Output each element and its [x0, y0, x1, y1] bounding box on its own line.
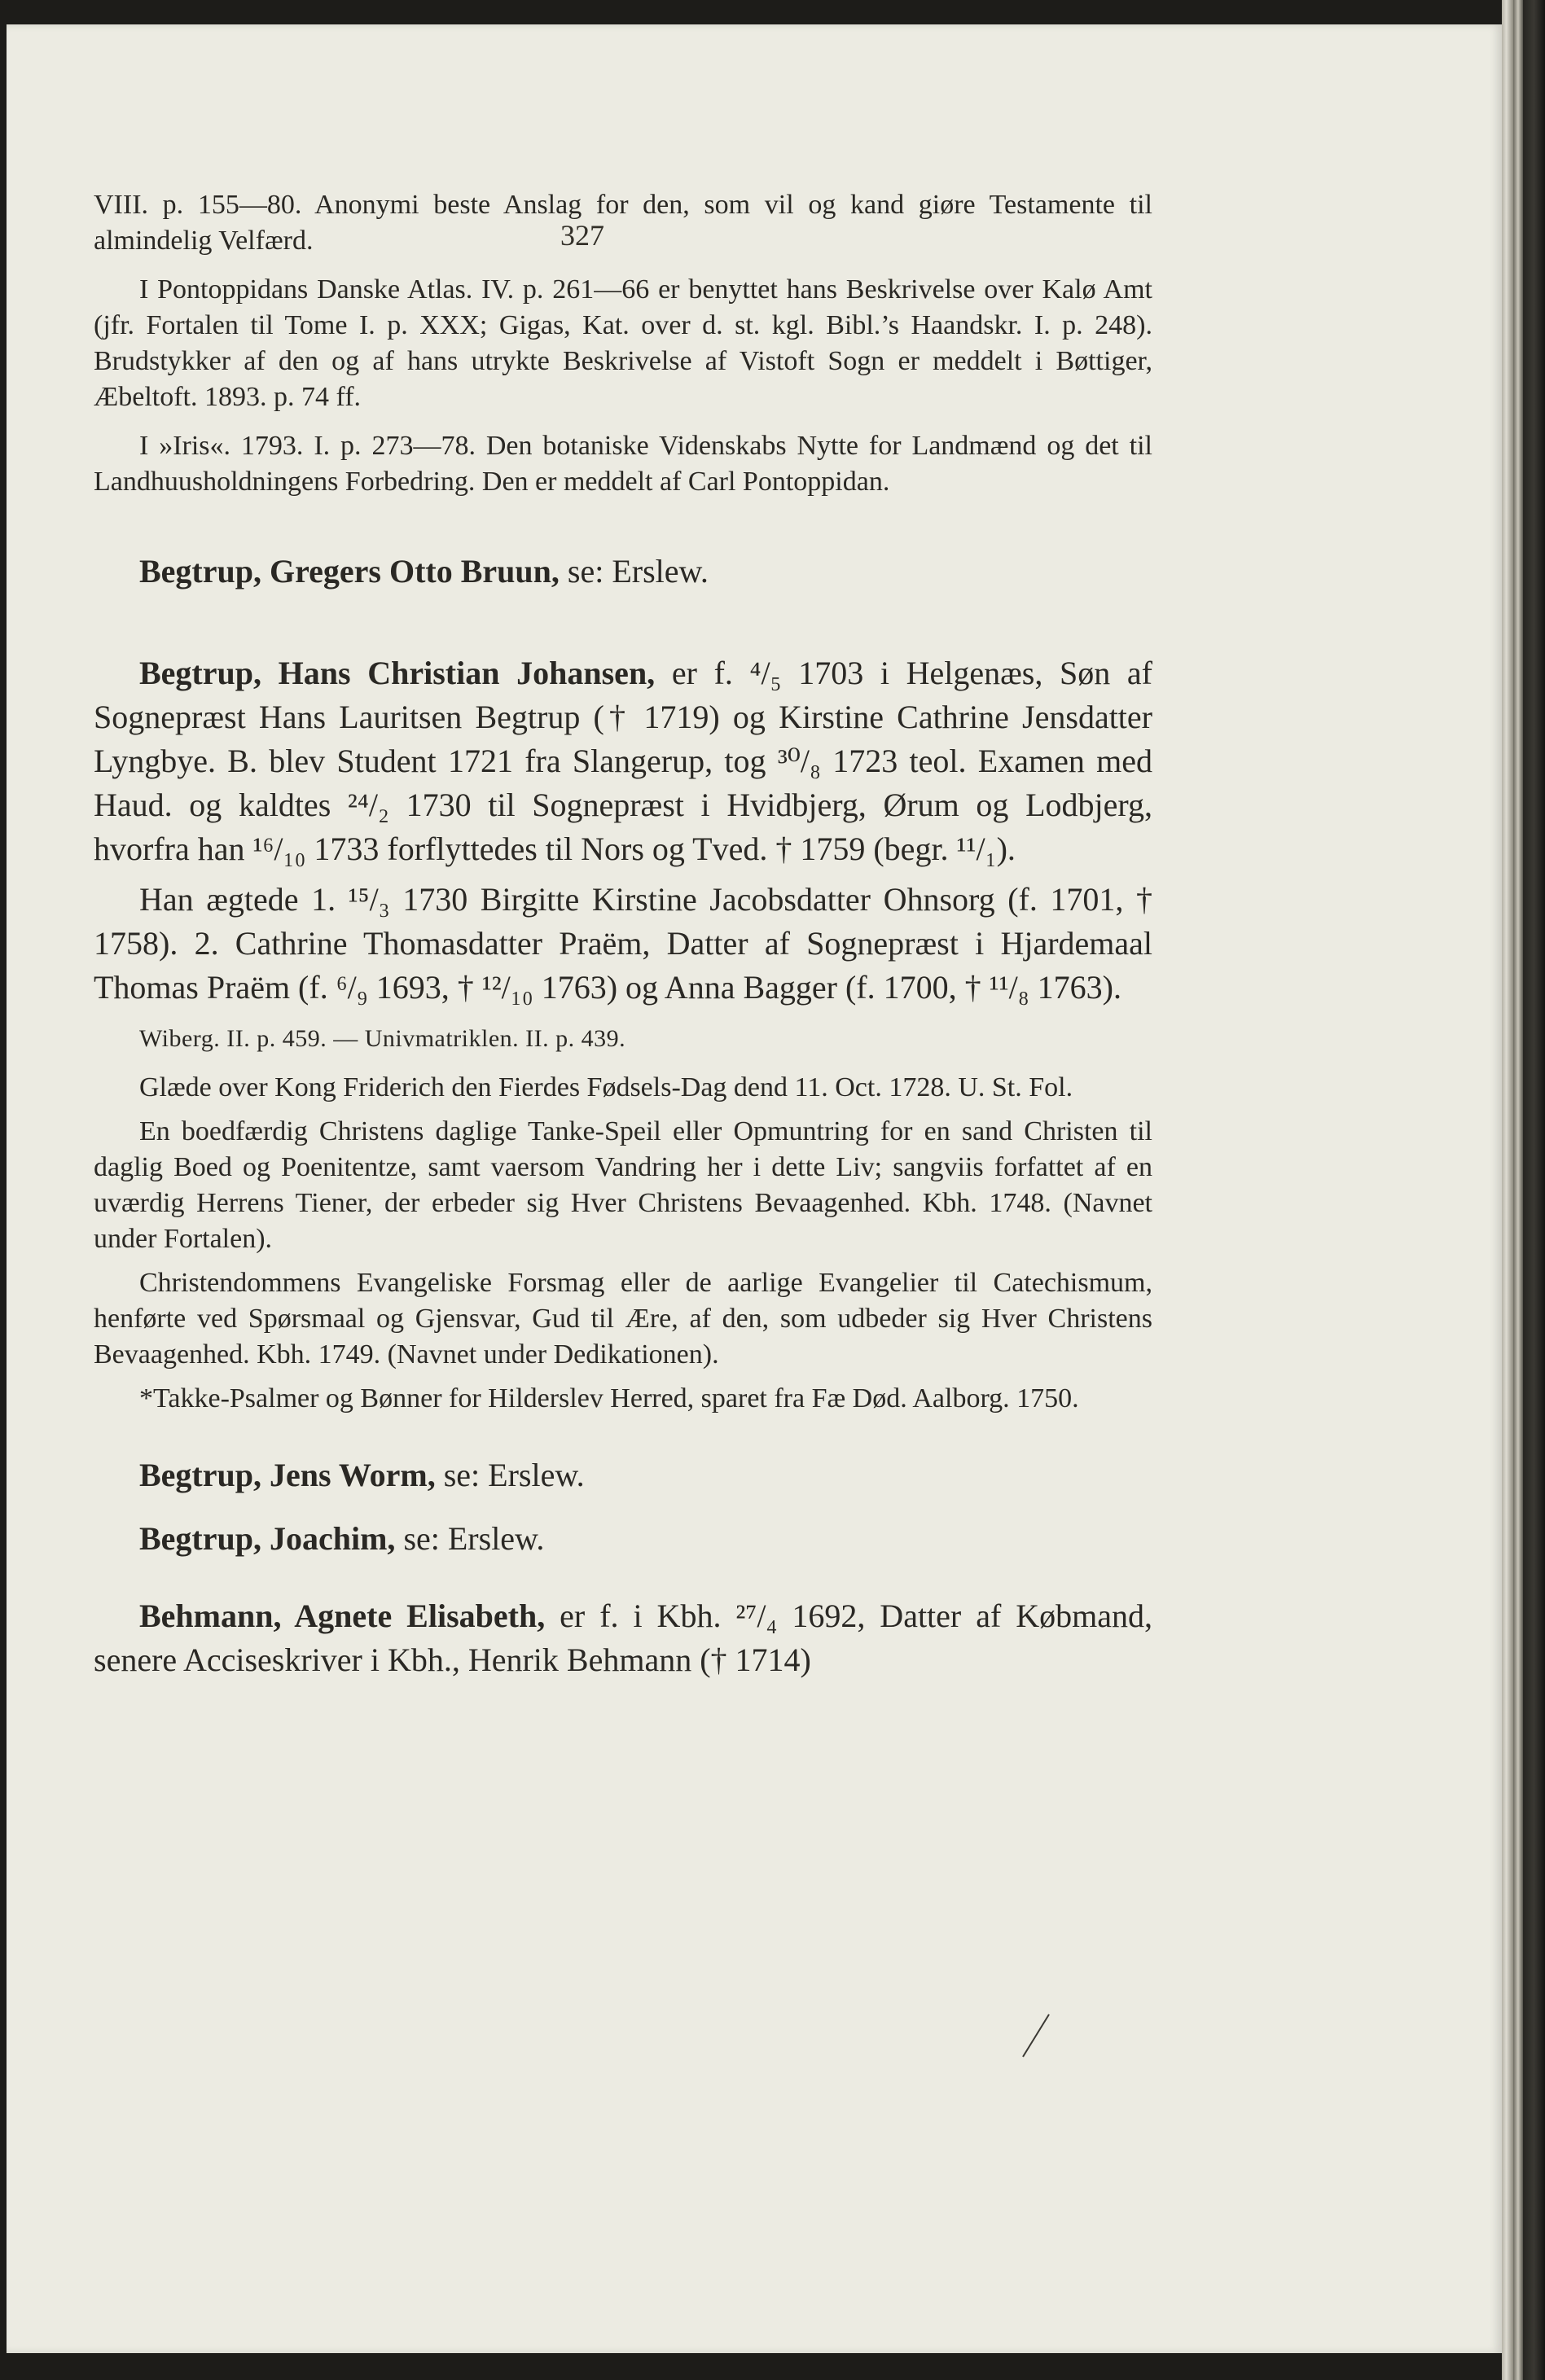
page-stack-edge — [1502, 0, 1513, 2380]
pencil-mark-icon — [1020, 2011, 1052, 2060]
entry-text: se: Erslew. — [567, 553, 709, 590]
page-number: 327 — [560, 219, 604, 252]
entry-bio-text: er f. ⁴/₅ 1703 i Helgenæs, Søn af Sognepræst Hans Lauritsen Begtrup († 1719) og Kirstine Cathrine Jensdatter Lyngbye. B. blev Student 1721 fra Slangerup, tog ³⁰/₈ 1723 teol. Examen med Haud. og kaldtes ²⁴/₂ 1730 til Sognepræst i Hvidbjerg, Ørum og Lodbjerg, hvorfra han ¹⁶/₁₀ 1733 forflyttedes til Nors og Tved. † 1759 (begr. ¹¹/₁). — [94, 655, 1152, 867]
page-content — [94, 187, 1152, 1682]
entry-jens-worm — [94, 1453, 1152, 1498]
entry-name: Behmann, Agnete Elisabeth, — [139, 1598, 546, 1634]
entry-hans-christian-johansen — [94, 651, 1152, 1417]
work-takke-psalmer: *Takke-Psalmer og Bønner for Hilderslev Herred, sparet fra Fæ Død. Aalborg. 1750. — [139, 1383, 1079, 1414]
work-glaede: Glæde over Kong Friderich den Fierdes Fødsels-Dag dend 11. Oct. 1728. U. St. Fol. — [139, 1072, 1073, 1102]
entry-agnete-elisabeth — [94, 1594, 1152, 1682]
entry-text: se: Erslew. — [443, 1457, 585, 1493]
entry-name: Begtrup, Hans Christian Johansen, — [139, 655, 656, 691]
entry-marriage: Han ægtede 1. ¹⁵/₃ 1730 Birgitte Kirstine Jacobsdatter Ohnsorg (f. 1701, † 1758). 2. Cathrine Thomasdatter Praëm, Datter af Sognepræst i Hjardemaal Thomas Praëm (f. ⁶/₉ 1693, † ¹²/₁₀ 1763) og Anna Bagger (f. 1700, † ¹¹/₈ 1763). — [94, 881, 1152, 1006]
page-stack-edge-inner — [1513, 0, 1523, 2380]
entry-name: Begtrup, Gregers Otto Bruun, — [139, 553, 560, 590]
entry-joachim — [94, 1516, 1152, 1562]
paragraph-atlas: I Pontoppidans Danske Atlas. IV. p. 261—66 er benyttet hans Beskrivelse over Kalø Amt (jfr. Fortalen til Tome I. p. XXX; Gigas, Kat. over d. st. kgl. Bibl.’s Haandskr. I. p. 248). Brudstykker af den og af hans utrykte Beskrivelse af Vistoft Sogn er meddelt i Bøttiger, Æbeltoft. 1893. p. 74 ff. — [94, 274, 1152, 412]
book-spine-edge — [1523, 0, 1545, 2380]
work-evangeliske-forsmag: Christendommens Evangeliske Forsmag eller de aarlige Evangelier til Catechismum, henførte ved Spørsmaal og Gjensvar, Gud til Ære, af den, som udbeder sig Hver Christens Bevaagenhed. Kbh. 1749. (Navnet under Dedikationen). — [94, 1268, 1152, 1370]
entry-bio — [94, 651, 1152, 871]
entry-text: er f. i Kbh. ²⁷/₄ 1692, Datter af Købmand, senere Acciseskriver i Kbh., Henrik Behmann († 1714) — [94, 1598, 1152, 1678]
entry-name: Begtrup, Jens Worm, — [139, 1457, 436, 1493]
work-tanke-speil: En boedfærdig Christens daglige Tanke-Speil eller Opmuntring for en sand Christen til daglig Boed og Poenitentze, samt vaersom Vandring her i dette Liv; sangviis forfattet af en uværdig Herrens Tiener, der erbeder sig Hver Christens Bevaagenhed. Kbh. 1748. (Navnet under Fortalen). — [94, 1116, 1152, 1254]
paragraph-iris: I »Iris«. 1793. I. p. 273—78. Den botaniske Videnskabs Nytte for Landmænd og det til Landhuusholdningens Forbedring. Den er meddelt af Carl Pontoppidan. — [94, 431, 1152, 497]
entry-name: Begtrup, Joachim, — [139, 1520, 396, 1557]
entry-text: se: Erslew. — [403, 1520, 545, 1557]
paragraph-anslag: VIII. p. 155—80. Anonymi beste Anslag for den, som vil og kand giøre Testamente til almindelig Velfærd. — [94, 190, 1152, 256]
entry-gregers-otto-bruun — [94, 549, 1152, 594]
entry-sources: Wiberg. II. p. 459. — Univmatriklen. II. p. 439. — [139, 1025, 626, 1052]
